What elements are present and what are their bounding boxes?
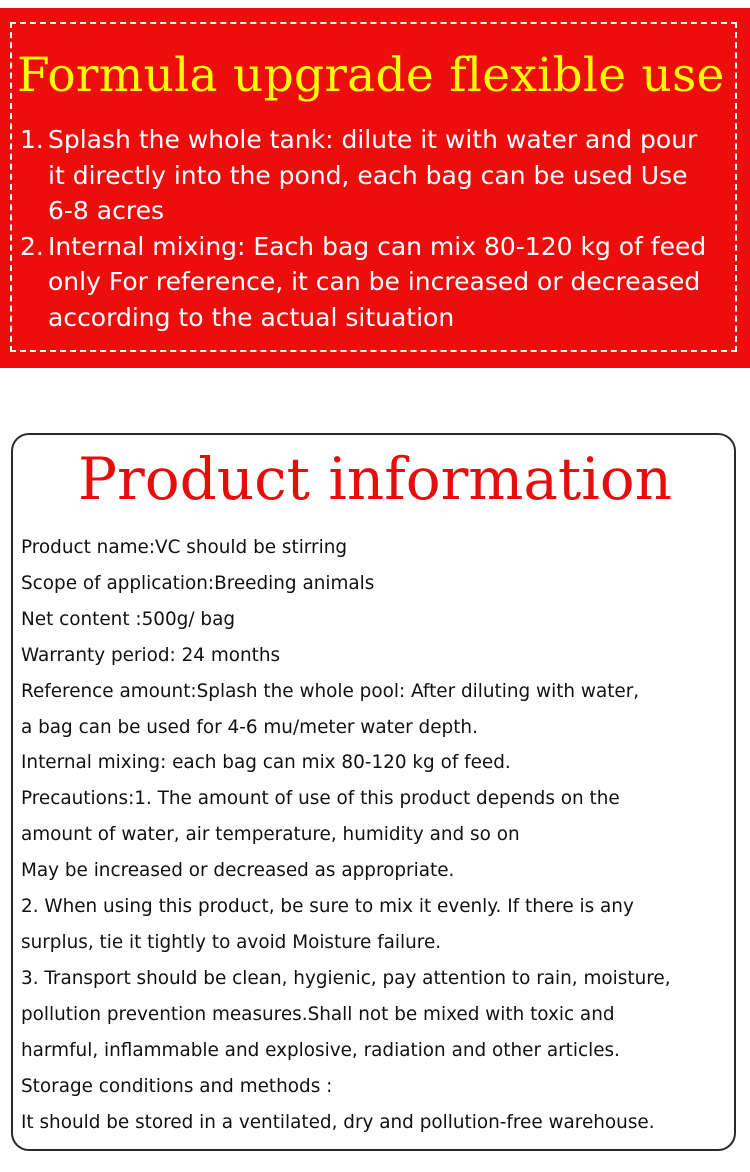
info-line-scope: Scope of application:Breeding animals (21, 572, 375, 594)
info-line-reference-amount: Reference amount:Splash the whole pool: After diluting with water, (21, 680, 640, 702)
usage-item-splash (20, 122, 720, 229)
info-line-precaution-2-cont: surplus, tie it tightly to avoid Moisture failure. (21, 931, 442, 953)
info-line-precaution-3-cont: pollution prevention measures.Shall not be mixed with toxic and (21, 1003, 615, 1025)
info-line-precaution-3-end: harmful, inflammable and explosive, radiation and other articles. (21, 1039, 620, 1061)
info-line-warranty: Warranty period: 24 months (21, 644, 281, 666)
product-info-title: Product information (77, 445, 673, 513)
info-line-precaution-2: 2. When using this product, be sure to mix it evenly. If there is any (21, 896, 634, 918)
info-line-precautions: Precautions:1. The amount of use of this product depends on the (21, 788, 620, 810)
info-line-internal-mixing: Internal mixing: each bag can mix 80-120 kg of feed. (21, 752, 511, 774)
usage-item-text: Internal mixing: Each bag can mix 80-120 kg of feed only For reference, it can be increased or decreased according to the actual situation (48, 231, 707, 332)
usage-list (20, 122, 720, 335)
usage-item-number: 1. (20, 125, 44, 154)
info-line-precautions-adjust: May be increased or decreased as appropriate. (21, 860, 455, 882)
usage-item-number: 2. (20, 231, 44, 261)
info-line-storage-heading: Storage conditions and methods : (21, 1075, 333, 1097)
usage-item-mixing (20, 229, 720, 336)
info-line-precautions-cont: amount of water, air temperature, humidity and so on (21, 824, 520, 846)
info-line-storage: It should be stored in a ventilated, dry and pollution-free warehouse. (21, 1111, 655, 1133)
info-line-product-name: Product name:VC should be stirring (21, 537, 348, 558)
info-line-precaution-3: 3. Transport should be clean, hygienic, pay attention to rain, moisture, (21, 967, 671, 989)
banner-title: Formula upgrade flexible use (17, 48, 725, 103)
info-line-reference-amount-cont: a bag can be used for 4-6 mu/meter water depth. (21, 716, 478, 738)
usage-item-text: Splash the whole tank: dilute it with water and pour it directly into the pond, each bag can be used Use 6-8 acres (48, 125, 698, 225)
info-line-net-content: Net content :500g/ bag (21, 608, 236, 630)
product-info-lines (21, 530, 745, 1140)
